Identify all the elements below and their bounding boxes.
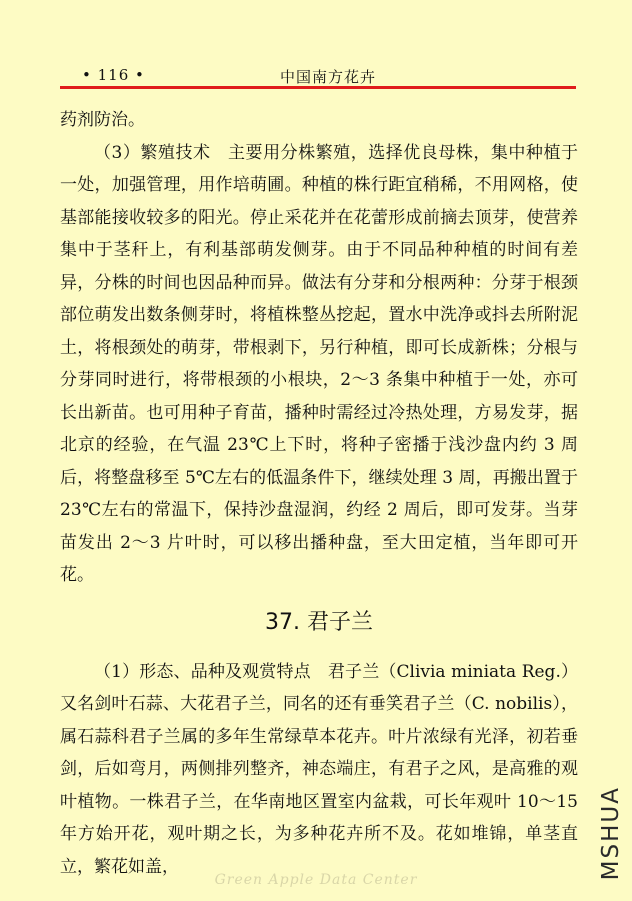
page-header <box>60 66 576 88</box>
paragraph-propagation: （3）繁殖技术 主要用分株繁殖，选择优良母株，集中种植于一处，加强管理，用作培萌圃。种植的株行距宜稍稀，不用网格，使基部能接收较多的阳光。停止采花并在花蕾形成前摘去顶芽，使营养集中于茎秆上，有利基部萌发侧芽。由于不同品种种植的时间有差异，分株的时间也因品种而异。做法有分芽和分根两种：分芽于根颈部位萌发出数条侧芽时，将植株整丛挖起，置水中洗净或抖去所附泥土，将根颈处的萌芽，带根剥下，另行种植，即可长成新株；分根与分芽同时进行，将带根颈的小根块，2～3 条集中种植于一处，亦可长出新苗。也可用种子育苗，播种时需经过冷热处理，方易发芽，据北京的经验，在气温 23℃上下时，将种子密播于浅沙盘内约 3 周后，将整盘移至 5℃左右的低温条件下，继续处理 3 周，再搬出置于 23℃左右的常温下，保持沙盘湿润，约经 2 周后，即可发芽。当芽苗发出 2～3 片叶时，可以移出播种盘，至大田定植，当年即可开花。 <box>60 142 578 585</box>
paragraph-morphology: （1）形态、品种及观赏特点 君子兰（Clivia miniata Reg.）又名剑叶石蒜、大花君子兰，同名的还有垂笑君子兰（C. nobilis），属石蒜科君子兰属的多年生常绿草本花卉。叶片浓绿有光泽，初若垂剑，后如弯月，两侧排列整齐，神态端庄，有君子之风，是高雅的观叶植物。一株君子兰，在华南地区置室内盆栽，可长年观叶 10～15 年方始开花，观叶期之长，为多种花卉所不及。花如堆锦，单茎直立，繁花如盖， <box>60 661 578 877</box>
watermark-footer: Green Apple Data Center <box>214 872 418 888</box>
running-title: 中国南方花卉 <box>280 68 377 86</box>
page-body <box>60 104 578 883</box>
watermark-side: MSHUA <box>598 786 624 881</box>
page-number: • 116 • <box>82 66 145 84</box>
paragraph-continuation: 药剂防治。 <box>60 110 145 130</box>
header-rule <box>60 86 576 89</box>
section-heading: 37. 君子兰 <box>265 609 373 635</box>
